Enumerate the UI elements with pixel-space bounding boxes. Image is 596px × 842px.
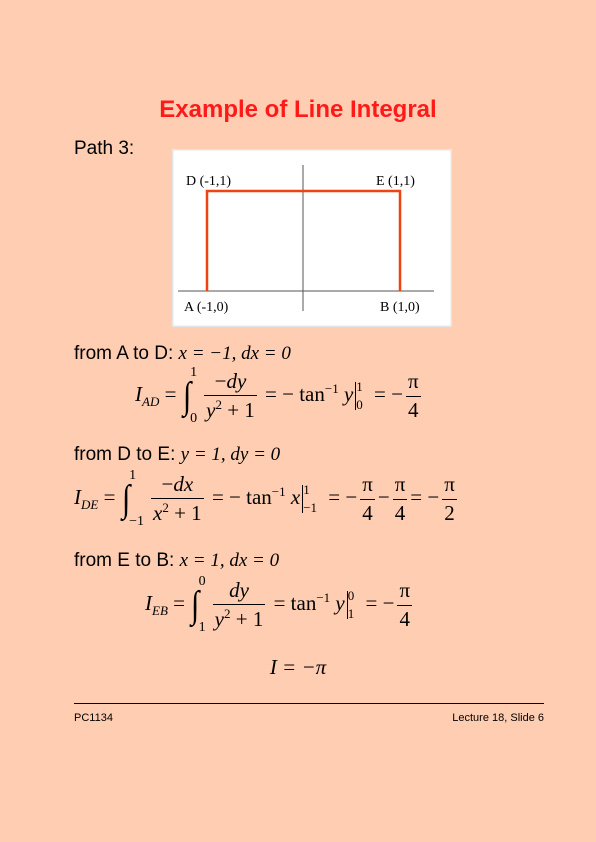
label-b: B (1,0) [380, 300, 420, 315]
step-ad-heading [74, 343, 291, 365]
slide-title: Example of Line Integral [159, 96, 437, 123]
label-a: A (-1,0) [184, 300, 229, 315]
footer-course: PC1134 [74, 712, 113, 724]
footer-slide-number: Lecture 18, Slide 6 [452, 712, 544, 724]
result-text: I = −π [269, 655, 327, 679]
equation-ide: $I_{DE}$ = ∫ 1 −1 $\frac{-dx}{x^2 + 1}$ = − $\tan^{-1} x$ 1 −1 = − $\frac{\pi}{4}$ − $\frac{\pi}{4}$ = − $\frac{\pi}{2}$ [74, 468, 455, 529]
equation-iad: $I_{AD}$ = ∫ 1 0 $\frac{-dy}{y^2 + 1}$ = − $\tan^{-1} y$ 1 0 = − $\frac{\pi}{4}$ [135, 365, 419, 426]
step-de-condition: y = 1, dy = 0 [180, 444, 281, 465]
result-equation [0, 655, 596, 680]
step-eb-from: from E to B: [74, 550, 175, 571]
step-de-from: from D to E: [74, 444, 176, 465]
label-d: D (-1,1) [186, 174, 232, 189]
path-diagram [172, 149, 452, 327]
step-de-heading [74, 444, 280, 466]
step-ad-from: from A to D: [74, 343, 174, 364]
path-label: Path 3: [74, 138, 135, 159]
equation-ieb: $I_{EB}$ = ∫ 0 1 $\frac{dy}{y^2 + 1}$ = $\tan^{-1} y$ 0 1 = − $\frac{\pi}{4}$ [145, 574, 411, 635]
step-ad-condition: x = −1, dx = 0 [178, 343, 291, 364]
step-eb-heading [74, 550, 279, 572]
footer-divider [74, 703, 544, 704]
step-eb-condition: x = 1, dx = 0 [179, 550, 280, 571]
path-diagram-svg [172, 149, 452, 327]
label-e: E (1,1) [376, 174, 415, 189]
